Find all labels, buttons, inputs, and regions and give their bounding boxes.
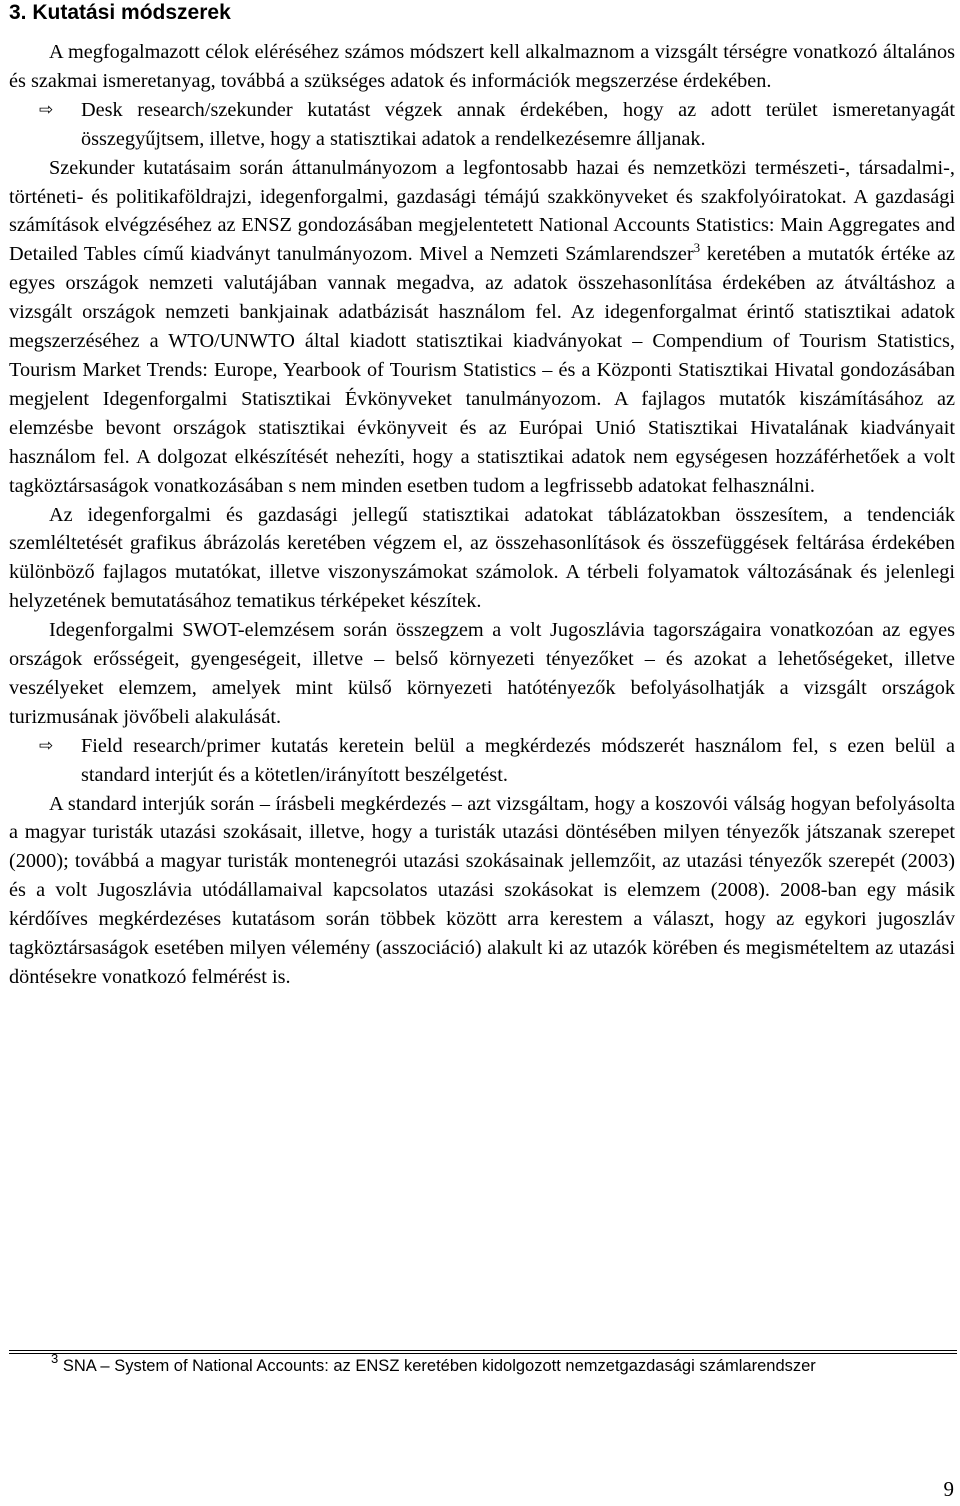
page-number: 9 [943, 1477, 954, 1501]
secondary-research-text-a: Szekunder kutatásaim során áttanulmányozom a legfontosabb hazai és nemzetközi természeti-, társadalmi-, történeti- és politikaföldrajzi, idegenforgalmi, gazdasági témájú szakkönyveket és szakfolyóiratokat. A gazdasági számítások elvégzéséhez az ENSZ gondozásában megjelentetett National Accounts Statistics: Main Aggregates and Detailed Tables című kiadványt tanulmányozom. Mivel a Nemzeti Számlarendszer [9, 156, 955, 266]
bullet-field-research [9, 732, 955, 790]
swot-paragraph: Idegenforgalmi SWOT-elemzésem során összegzem a volt Jugoszlávia tagországaira vonatkozóan az egyes országok erősségeit, gyengeségeit, illetve – belső környezeti tényezőket – és azokat a lehetőségeket, illetve veszélyeket elemzem, amelyek mint külső környezeti hatótényezők befolyásolhatják a vizsgált országok turizmusának jövőbeli alakulását. [9, 619, 955, 728]
document-page [9, 0, 955, 992]
footnote-number: 3 [51, 1351, 59, 1366]
section-heading: 3. Kutatási módszerek [9, 1, 231, 24]
hollow-right-arrow-icon: ⇨ [39, 735, 54, 756]
bullet-desk-research [9, 96, 955, 154]
footnote [51, 1351, 816, 1378]
intro-paragraph: A megfogalmazott célok eléréséhez számos módszert kell alkalmaznom a vizsgált térségre vonatkozó általános és szakmai ismeretanyag, továbbá a szükséges adatok és információk megszerzése érdekében. [9, 41, 955, 92]
secondary-research-paragraph [9, 154, 955, 501]
footnote-text: SNA – System of National Accounts: az ENSZ keretében kidolgozott nemzetgazdasági számlarendszer [62, 1357, 816, 1375]
footnote-divider [9, 1350, 957, 1351]
bullet-field-research-text: Field research/primer kutatás keretein belül a megkérdezés módszerét használom fel, s ezen belül a standard interjút és a kötetlen/irányított beszélgetést. [81, 734, 955, 786]
hollow-right-arrow-icon: ⇨ [39, 99, 54, 120]
secondary-research-text-b: keretében a mutatók értéke az egyes országok nemzeti valutájában vannak megadva, az adatok összehasonlítása érdekében az átváltáshoz a vizsgált országok nemzeti bankjainak adatbázisát használom fel. Az idegenforgalmat érintő statisztikai adatok megszerzéséhez a WTO/UNWTO által kiadott statisztikai kiadványokat – Compendium of Tourism Statistics, Tourism Market Trends: Europe, Yearbook of Tourism Statistics – és a Központi Statisztikai Hivatal gondozásában megjelent Idegenforgalmi Statisztikai Évkönyveket tanulmányozom. A fajlagos mutatók kiszámításához az elemzésbe bevont országok statisztikai évkönyveit és az Európai Unió Statisztikai Hivatalának kiadványait használom fel. A dolgozat elkészítését nehezíti, hogy a statisztikai adatok nem egységesen hozzáférhetőek a volt tagköztársaságok vonatkozásában s nem minden esetben tudom a legfrissebb adatokat felhasználni. [9, 243, 955, 497]
footnote-reference: 3 [693, 240, 701, 256]
tables-paragraph: Az idegenforgalmi és gazdasági jellegű statisztikai adatokat táblázatokban összesítem, a tendenciák szemléltetését grafikus ábrázolás keretében végzem el, az összehasonlítások és összefüggések feltárása érdekében különböző fajlagos mutatókat, illetve viszonyszámokat számolok. A térbeli folyamatok változásának és jelenlegi helyzetének bemutatásához tematikus térképeket készítek. [9, 503, 955, 613]
bullet-desk-research-text: Desk research/szekunder kutatást végzek annak érdekében, hogy az adott terület ismeretanyagát összegyűjtsem, illetve, hogy a statisztikai adatok a rendelkezésemre álljanak. [81, 98, 955, 150]
interview-paragraph: A standard interjúk során – írásbeli megkérdezés – azt vizsgáltam, hogy a koszovói válság hogyan befolyásolta a magyar turisták utazási szokásait, illetve, hogy a turisták utazási döntésében milyen tényezők játszanak szerepet (2000); továbbá a magyar turisták montenegrói utazási szokásainak jellemzőit, az utazási tényezők szerepét (2003) és a volt Jugoszlávia utódállamaival kapcsolatos utazási szokásokat is elemzem (2008). 2008-ban egy másik kérdőíves megkérdezéses kutatásom során többek között arra kerestem a választ, hogy az egykori jugoszláv tagköztársaságok esetében milyen vélemény (asszociáció) alakult ki az utazók körében és megismételtem az utazási döntésekre vonatkozó felmérést is. [9, 792, 955, 988]
